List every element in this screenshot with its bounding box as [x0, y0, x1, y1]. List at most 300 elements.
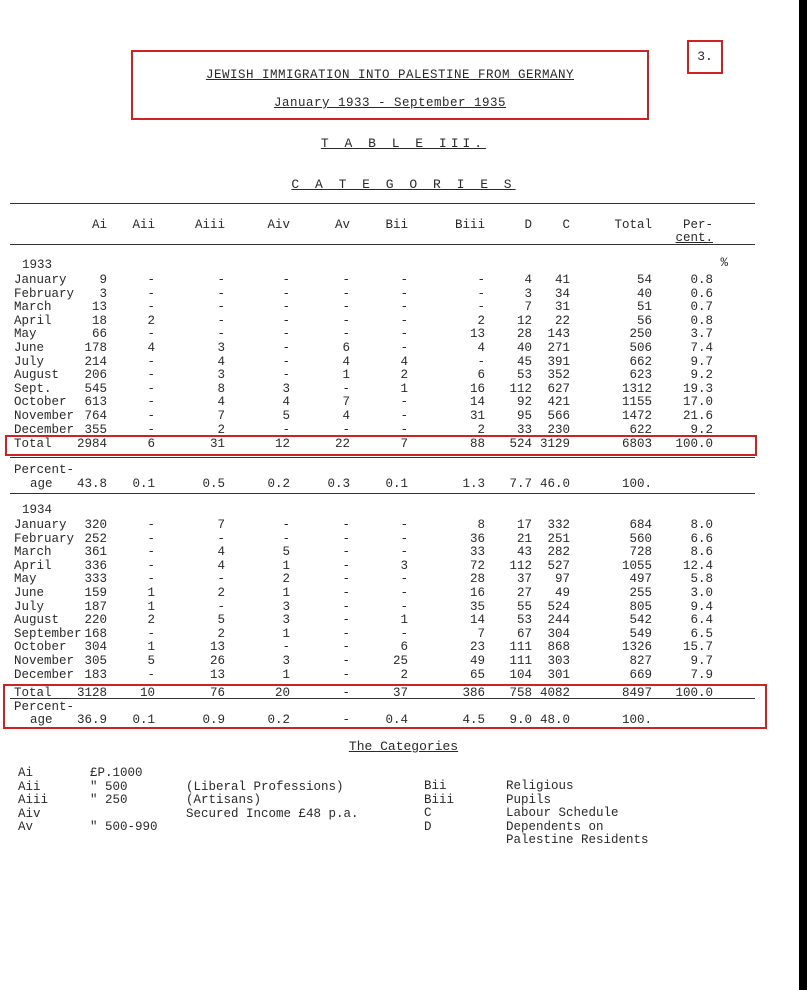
rule-after-percentage-1933 [10, 493, 755, 494]
cell-c: 352 [547, 368, 570, 383]
table-title: T A B L E III. [320, 136, 487, 151]
cell-month: May [14, 327, 37, 342]
legend-left-cell: " 500-990 [90, 820, 158, 834]
cell-aiv: 2 [282, 572, 290, 587]
cell-aiv: - [282, 273, 290, 287]
cell-c: 97 [554, 572, 570, 587]
cell-bii: - [400, 300, 408, 315]
cell-ai: 3 [99, 286, 107, 301]
cell-aii: 0.1 [132, 713, 155, 727]
cell-aii: - [147, 531, 155, 546]
cell-d: 37 [516, 572, 532, 587]
cell-biii: 33 [469, 545, 485, 560]
table-row [0, 654, 770, 668]
percentage-label-1934: Percent- [14, 700, 75, 714]
cell-c: 3129 [539, 437, 570, 451]
cell-aiv: 5 [282, 545, 290, 560]
cell-ai: 36.9 [76, 713, 107, 727]
table-row [0, 518, 770, 532]
cell-ai: 3128 [76, 686, 107, 700]
cell-d: 43 [516, 545, 532, 560]
cell-ai: 66 [91, 327, 107, 342]
document-subtitle: January 1933 - September 1935 [273, 96, 507, 110]
cell-av: - [342, 273, 350, 287]
table-row [0, 314, 770, 328]
cell-aiii: 2 [217, 586, 225, 600]
cell-c: 230 [547, 422, 570, 437]
cell-aii: 1 [147, 586, 155, 600]
cell-d: 95 [516, 409, 532, 423]
cell-percent: 9.4 [690, 599, 713, 614]
cell-aiii: 0.5 [202, 477, 225, 491]
percentage-label-row-1933 [0, 463, 770, 477]
cell-biii: 35 [469, 599, 485, 614]
cell-percent: 7.4 [690, 341, 713, 355]
table-row [0, 586, 770, 600]
cell-aiii: 7 [217, 518, 225, 532]
table-row [0, 627, 770, 641]
cell-ai: 220 [84, 613, 107, 628]
legend-left-cell: Aiv [18, 806, 41, 821]
cell-av: - [342, 599, 350, 614]
cell-aiii: 26 [209, 654, 225, 668]
cell-aii: - [147, 381, 155, 396]
cell-aii: - [147, 286, 155, 301]
cell-av: - [342, 654, 350, 668]
cell-month: December [14, 667, 75, 682]
cell-av: - [342, 545, 350, 560]
cell-total: 100. [621, 477, 652, 491]
cell-biii: 16 [469, 381, 485, 396]
col-d: D [524, 218, 532, 232]
cell-month: Sept. [14, 381, 52, 396]
table-row [0, 273, 770, 287]
cell-d: 111 [509, 640, 532, 655]
cell-percent: 5.8 [690, 572, 713, 587]
cell-d: 112 [509, 558, 532, 573]
cell-total: 560 [629, 531, 652, 546]
title-highlight-box [131, 50, 649, 120]
cell-av: 1 [342, 368, 350, 383]
cell-c: 301 [547, 667, 570, 682]
cell-biii: 1.3 [462, 477, 485, 491]
cell-ai: 214 [84, 354, 107, 369]
cell-bii: 2 [400, 667, 408, 682]
cell-aiv: 3 [282, 381, 290, 396]
year-label-1934: 1934 [22, 503, 53, 517]
table-row [0, 327, 770, 341]
cell-percent: 6.5 [690, 626, 713, 641]
cell-bii: - [400, 626, 408, 641]
cell-c: 49 [554, 586, 570, 600]
cell-av: 7 [342, 395, 350, 410]
cell-aii: - [147, 409, 155, 423]
cell-av: - [342, 327, 350, 342]
cell-ai: 168 [84, 626, 107, 641]
col-percent: Per- [682, 218, 713, 232]
cell-biii: - [477, 273, 485, 287]
cell-c: 524 [547, 599, 570, 614]
legend-left-cell: Aiii [18, 793, 49, 807]
cell-aiv: - [282, 531, 290, 546]
cell-d: 758 [509, 686, 532, 700]
cell-aiv: 12 [274, 437, 290, 451]
cell-total: 669 [629, 667, 652, 682]
cell-aii: - [147, 572, 155, 587]
cell-aii: 1 [147, 640, 155, 655]
cell-month: June [14, 586, 45, 600]
cell-percent: 6.6 [690, 531, 713, 546]
cell-month: May [14, 572, 37, 587]
cell-total: 51 [636, 300, 652, 315]
cell-ai: 206 [84, 368, 107, 383]
cell-percent: 0.8 [690, 313, 713, 328]
cell-c: 251 [547, 531, 570, 546]
cell-month: March [14, 300, 52, 315]
legend-left-cell: Ai [18, 766, 34, 780]
cell-aiii: 13 [209, 640, 225, 655]
cell-d: 67 [516, 626, 532, 641]
legend-right-cell: C [424, 806, 432, 820]
legend-right-cell: Biii [424, 792, 455, 807]
cell-ai: 183 [84, 667, 107, 682]
cell-bii: - [400, 313, 408, 328]
cell-percent: 100.0 [675, 686, 713, 700]
cell-month: October [14, 640, 67, 655]
legend-left-cell: (Liberal Professions) [186, 779, 344, 794]
cell-total: 497 [629, 572, 652, 587]
cell-aii: 2 [147, 313, 155, 328]
cell-total: 1312 [621, 381, 652, 396]
cell-biii: 36 [469, 531, 485, 546]
cell-month: March [14, 545, 52, 560]
cell-aii: - [147, 368, 155, 383]
cell-bii: - [400, 395, 408, 410]
cell-percent: 3.7 [690, 327, 713, 342]
legend-left-cell: (Artisans) [186, 793, 262, 807]
cell-c: 527 [547, 558, 570, 573]
rule-after-total-1934 [10, 698, 755, 699]
cell-ai: 13 [91, 300, 107, 315]
cell-total: 662 [629, 354, 652, 369]
cell-biii: 13 [469, 327, 485, 342]
cell-aiv: - [282, 518, 290, 532]
cell-aiii: - [217, 572, 225, 587]
cell-aiii: 8 [217, 381, 225, 396]
legend-left-cell: Av [18, 820, 34, 834]
table-row-percentage-1934 [0, 713, 770, 727]
cell-biii: 14 [469, 613, 485, 628]
cell-total: 549 [629, 626, 652, 641]
legend-title: The Categories [348, 739, 459, 754]
cell-bii: 0.1 [385, 477, 408, 491]
cell-ai: 320 [84, 518, 107, 532]
table-row [0, 341, 770, 355]
cell-total: 805 [629, 599, 652, 614]
cell-total: 56 [636, 313, 652, 328]
table-row [0, 382, 770, 396]
cell-aii: - [147, 300, 155, 315]
cell-total: 255 [629, 586, 652, 600]
cell-aiv: - [282, 313, 290, 328]
cell-total: 54 [636, 273, 652, 287]
cell-aiv: 3 [282, 599, 290, 614]
cell-biii: 4 [477, 341, 485, 355]
legend-right-cell: D [424, 819, 432, 834]
cell-month: August [14, 613, 60, 628]
cell-bii: - [400, 327, 408, 342]
cell-d: 33 [516, 422, 532, 437]
cell-aii: 10 [139, 686, 155, 700]
cell-aiv: - [282, 286, 290, 301]
cell-month: Total [14, 437, 52, 451]
cell-percent: 7.9 [690, 667, 713, 682]
cell-c: 271 [547, 341, 570, 355]
cell-percent: 19.3 [682, 381, 713, 396]
cell-aii: 1 [147, 599, 155, 614]
cell-d: 53 [516, 368, 532, 383]
cell-month: June [14, 341, 45, 355]
cell-aiii: 4 [217, 545, 225, 560]
col-ai: Ai [91, 218, 107, 232]
cell-av: - [342, 640, 350, 655]
cell-biii: 31 [469, 409, 485, 423]
cell-bii: 2 [400, 368, 408, 383]
cell-aiv: - [282, 422, 290, 437]
cell-c: 22 [554, 313, 570, 328]
cell-c: 41 [554, 273, 570, 287]
col-aiii: Aiii [194, 218, 225, 232]
cell-biii: 28 [469, 572, 485, 587]
cell-c: 4082 [539, 686, 570, 700]
cell-biii: 49 [469, 654, 485, 668]
cell-aii: - [147, 422, 155, 437]
cell-aiii: - [217, 599, 225, 614]
cell-d: 104 [509, 667, 532, 682]
legend-left-cell: " 250 [90, 793, 128, 807]
cell-aiii: 13 [209, 667, 225, 682]
table-row [0, 287, 770, 301]
cell-aiv: - [282, 640, 290, 655]
cell-d: 9.0 [509, 713, 532, 727]
cell-av: - [342, 667, 350, 682]
cell-aiii: 7 [217, 409, 225, 423]
cell-d: 28 [516, 327, 532, 342]
cell-total: 622 [629, 422, 652, 437]
cell-ai: 613 [84, 395, 107, 410]
cell-d: 112 [509, 381, 532, 396]
cell-aiii: - [217, 531, 225, 546]
cell-d: 27 [516, 586, 532, 600]
cell-percent: 8.6 [690, 545, 713, 560]
cell-bii: - [400, 599, 408, 614]
table-row [0, 532, 770, 546]
cell-bii: 37 [392, 686, 408, 700]
cell-month: April [14, 313, 52, 328]
cell-c: 868 [547, 640, 570, 655]
column-header-row [0, 218, 770, 232]
cell-total: 542 [629, 613, 652, 628]
cell-aii: 0.1 [132, 477, 155, 491]
cell-aiii: 3 [217, 368, 225, 383]
cell-c: 46.0 [539, 477, 570, 491]
cell-aiv: - [282, 354, 290, 369]
cell-av: - [342, 713, 350, 727]
cell-av: - [342, 286, 350, 301]
cell-ai: 9 [99, 273, 107, 287]
cell-d: 3 [524, 286, 532, 301]
cell-ai: 304 [84, 640, 107, 655]
cell-ai: 187 [84, 599, 107, 614]
cell-aiii: 31 [209, 437, 225, 451]
cell-biii: 386 [462, 686, 485, 700]
cell-biii: - [477, 354, 485, 369]
legend-right-cell: Bii [424, 779, 447, 793]
cell-c: 244 [547, 613, 570, 628]
cell-biii: 16 [469, 586, 485, 600]
cell-c: 627 [547, 381, 570, 396]
cell-ai: 361 [84, 545, 107, 560]
cell-aiv: 1 [282, 586, 290, 600]
cell-biii: 14 [469, 395, 485, 410]
cell-aiv: 1 [282, 558, 290, 573]
cell-aiv: 0.2 [267, 477, 290, 491]
cell-biii: 7 [477, 626, 485, 641]
cell-month: February [14, 531, 75, 546]
cell-av: - [342, 586, 350, 600]
cell-c: 303 [547, 654, 570, 668]
cell-d: 7 [524, 300, 532, 315]
cell-aii: - [147, 558, 155, 573]
cell-percent: 9.2 [690, 422, 713, 437]
cell-total: 623 [629, 368, 652, 383]
table-row [0, 409, 770, 423]
percentage-label-2-1933: age [30, 477, 53, 491]
cell-av: 4 [342, 354, 350, 369]
cell-aiii: 2 [217, 422, 225, 437]
cell-bii: - [400, 572, 408, 587]
cell-total: 827 [629, 654, 652, 668]
table-row [0, 600, 770, 614]
cell-percent: 100.0 [675, 437, 713, 451]
cell-bii: 4 [400, 354, 408, 369]
cell-bii: 1 [400, 381, 408, 396]
cell-aiv: 3 [282, 654, 290, 668]
col-av: Av [334, 218, 350, 232]
header-top-rule [10, 203, 755, 204]
cell-aii: - [147, 395, 155, 410]
cell-aiii: 4 [217, 354, 225, 369]
table-row [0, 572, 770, 586]
cell-biii: 65 [469, 667, 485, 682]
cell-total: 728 [629, 545, 652, 560]
cell-ai: 305 [84, 654, 107, 668]
cell-percent: 8.0 [690, 518, 713, 532]
cell-ai: 43.8 [76, 477, 107, 491]
cell-bii: - [400, 422, 408, 437]
cell-bii: - [400, 545, 408, 560]
cell-percent: 15.7 [682, 640, 713, 655]
cell-bii: - [400, 586, 408, 600]
cell-av: - [342, 381, 350, 396]
cell-aiv: 1 [282, 667, 290, 682]
percentage-label-2-1934: age [30, 713, 53, 727]
cell-total: 100. [621, 713, 652, 727]
cell-month: April [14, 558, 52, 573]
cell-av: - [342, 613, 350, 628]
cell-aiii: 3 [217, 341, 225, 355]
cell-percent: 0.8 [690, 273, 713, 287]
categories-heading: C A T E G O R I E S [291, 177, 516, 192]
cell-av: - [342, 626, 350, 641]
cell-month: February [14, 286, 75, 301]
cell-month: November [14, 654, 75, 668]
col-bii: Bii [385, 218, 408, 232]
cell-av: 0.3 [327, 477, 350, 491]
col-c: C [562, 218, 570, 232]
cell-aii: 6 [147, 437, 155, 451]
cell-month: January [14, 518, 67, 532]
cell-bii: - [400, 273, 408, 287]
legend-right-cell: Labour Schedule [506, 806, 619, 820]
cell-d: 17 [516, 518, 532, 532]
cell-total: 6803 [621, 437, 652, 451]
cell-month: September [14, 626, 82, 641]
cell-bii: 7 [400, 437, 408, 451]
cell-av: 22 [334, 437, 350, 451]
cell-bii: 0.4 [385, 713, 408, 727]
cell-c: 421 [547, 395, 570, 410]
cell-percent: 17.0 [682, 395, 713, 410]
col-biii: Biii [454, 218, 485, 232]
table-row-total-1933 [0, 437, 770, 451]
cell-aiii: - [217, 313, 225, 328]
column-header-row-2 [0, 231, 770, 245]
cell-bii: 25 [392, 654, 408, 668]
cell-d: 111 [509, 654, 532, 668]
col-aiv: Aiv [267, 218, 290, 232]
cell-percent: 3.0 [690, 586, 713, 600]
cell-total: 8497 [621, 686, 652, 700]
cell-av: 4 [342, 409, 350, 423]
cell-aiv: - [282, 327, 290, 342]
cell-aiv: - [282, 300, 290, 315]
cell-ai: 764 [84, 409, 107, 423]
cell-c: 143 [547, 327, 570, 342]
cell-ai: 333 [84, 572, 107, 587]
cell-aiii: 5 [217, 613, 225, 628]
cell-aii: - [147, 518, 155, 532]
cell-ai: 336 [84, 558, 107, 573]
cell-biii: - [477, 286, 485, 301]
document-title: JEWISH IMMIGRATION INTO PALESTINE FROM GERMANY [205, 68, 575, 82]
col-total: Total [614, 218, 652, 232]
cell-bii: 3 [400, 558, 408, 573]
cell-av: - [342, 313, 350, 328]
cell-d: 12 [516, 313, 532, 328]
cell-d: 524 [509, 437, 532, 451]
cell-ai: 178 [84, 341, 107, 355]
cell-av: - [342, 531, 350, 546]
cell-bii: - [400, 286, 408, 301]
cell-biii: 88 [469, 437, 485, 451]
cell-total: 1326 [621, 640, 652, 655]
cell-d: 7.7 [509, 477, 532, 491]
table-row [0, 355, 770, 369]
cell-aiv: 1 [282, 626, 290, 641]
percent-symbol: % [720, 256, 728, 270]
cell-month: October [14, 395, 67, 410]
